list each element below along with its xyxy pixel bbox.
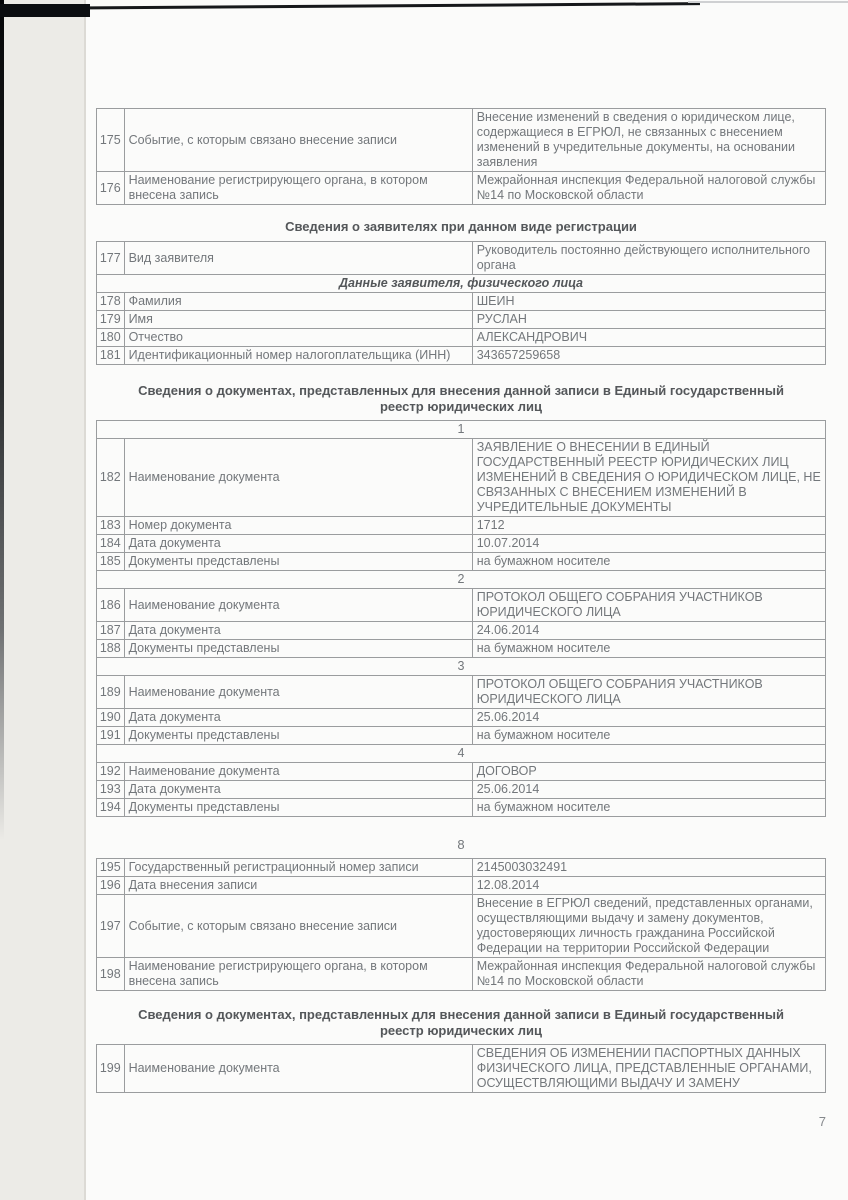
table-row [97,709,826,727]
record-table-195-198 [96,858,826,991]
row-label: Событие, с которым связано внесение записи [124,109,472,172]
table-row [97,347,826,365]
row-number: 179 [97,311,125,329]
row-value: ПРОТОКОЛ ОБЩЕГО СОБРАНИЯ УЧАСТНИКОВ ЮРИДИЧЕСКОГО ЛИЦА [472,676,825,709]
row-number: 185 [97,553,125,571]
row-value: ШЕИН [472,293,825,311]
documents-table-2 [96,1044,826,1093]
table-row [97,658,826,676]
section-header-line: Сведения о документах, представленных для внесения данной записи в Единый государственный [138,1007,784,1022]
table-row [97,622,826,640]
table-row [97,676,826,709]
document-separator: 4 [97,745,826,763]
row-label: Документы представлены [124,640,472,658]
table-row [97,799,826,817]
row-label: Фамилия [124,293,472,311]
row-label: Дата документа [124,622,472,640]
table-row [97,517,826,535]
table-row [97,172,826,205]
row-label: Наименование документа [124,439,472,517]
row-label: Имя [124,311,472,329]
row-label: Событие, с которым связано внесение записи [124,895,472,958]
document-separator: 3 [97,658,826,676]
table-row [97,958,826,991]
row-label: Номер документа [124,517,472,535]
row-value: Внесение изменений в сведения о юридическом лице, содержащиеся в ЕГРЮЛ, не связанных с внесением изменений в учредительные документы, на основании заявления [472,109,825,172]
row-label: Наименование документа [124,1045,472,1093]
row-number: 197 [97,895,125,958]
section-header-line: реестр юридических лиц [379,399,543,414]
row-label: Наименование документа [124,589,472,622]
row-label: Документы представлены [124,553,472,571]
row-number: 198 [97,958,125,991]
row-label: Идентификационный номер налогоплательщика (ИНН) [124,347,472,365]
row-value: РУСЛАН [472,311,825,329]
row-label: Документы представлены [124,727,472,745]
row-number: 186 [97,589,125,622]
table-row [97,859,826,877]
table-row [97,293,826,311]
row-number: 188 [97,640,125,658]
row-label: Наименование регистрирующего органа, в котором внесена запись [124,172,472,205]
applicants-table [96,241,826,365]
row-number: 199 [97,1045,125,1093]
row-number: 192 [97,763,125,781]
table-row [97,781,826,799]
row-number: 183 [97,517,125,535]
table-row [97,727,826,745]
record-table-175-176 [96,108,826,205]
row-number: 178 [97,293,125,311]
row-number: 182 [97,439,125,517]
table-row [97,763,826,781]
row-value: 343657259658 [472,347,825,365]
row-number: 190 [97,709,125,727]
section-header-documents [96,1007,826,1039]
row-value: 12.08.2014 [472,877,825,895]
row-number: 176 [97,172,125,205]
row-label: Отчество [124,329,472,347]
table-row [97,535,826,553]
row-number: 175 [97,109,125,172]
row-number: 193 [97,781,125,799]
table-row [97,242,826,275]
row-number: 196 [97,877,125,895]
scan-left-edge-artifact [0,0,4,840]
row-label: Дата внесения записи [124,877,472,895]
document-content [96,0,826,1093]
section-header-documents [96,383,826,415]
applicant-data-subheader: Данные заявителя, физического лица [97,275,826,293]
section-header-applicants: Сведения о заявителях при данном виде регистрации [285,219,637,234]
row-number: 177 [97,242,125,275]
row-value: 10.07.2014 [472,535,825,553]
row-number: 195 [97,859,125,877]
table-row [97,109,826,172]
table-row [97,275,826,293]
row-value: 25.06.2014 [472,781,825,799]
row-value: на бумажном носителе [472,553,825,571]
row-number: 191 [97,727,125,745]
row-number: 187 [97,622,125,640]
row-number: 194 [97,799,125,817]
table-row [97,329,826,347]
row-label: Дата документа [124,781,472,799]
row-label: Вид заявителя [124,242,472,275]
document-separator: 2 [97,571,826,589]
row-label: Наименование документа [124,676,472,709]
row-value: на бумажном носителе [472,640,825,658]
row-label: Дата документа [124,535,472,553]
table-row [97,571,826,589]
page-fold-line [84,0,86,1200]
row-label: Дата документа [124,709,472,727]
row-number: 189 [97,676,125,709]
table-row [97,1045,826,1093]
row-value: 25.06.2014 [472,709,825,727]
section-header-line: Сведения о документах, представленных для внесения данной записи в Единый государственный [138,383,784,398]
section-header-line: реестр юридических лиц [379,1023,543,1038]
table-row [97,589,826,622]
row-value: ПРОТОКОЛ ОБЩЕГО СОБРАНИЯ УЧАСТНИКОВ ЮРИДИЧЕСКОГО ЛИЦА [472,589,825,622]
row-value: Руководитель постоянно действующего исполнительного органа [472,242,825,275]
row-value: ДОГОВОР [472,763,825,781]
row-label: Документы представлены [124,799,472,817]
row-value: АЛЕКСАНДРОВИЧ [472,329,825,347]
table-row [97,877,826,895]
page-number: 7 [818,1114,826,1129]
table-row [97,311,826,329]
table-row [97,421,826,439]
table-row [97,895,826,958]
row-value: 24.06.2014 [472,622,825,640]
row-value: Межрайонная инспекция Федеральной налоговой службы №14 по Московской области [472,172,825,205]
scan-left-margin-strip [0,0,84,1200]
row-number: 180 [97,329,125,347]
row-label: Наименование регистрирующего органа, в котором внесена запись [124,958,472,991]
table-row [97,553,826,571]
record-separator-8: 8 [457,837,465,852]
table-row [97,745,826,763]
row-value: 1712 [472,517,825,535]
row-value: ЗАЯВЛЕНИЕ О ВНЕСЕНИИ В ЕДИНЫЙ ГОСУДАРСТВЕННЫЙ РЕЕСТР ЮРИДИЧЕСКИХ ЛИЦ ИЗМЕНЕНИЙ В СВЕДЕНИЯ О ЮРИДИЧЕСКОМ ЛИЦЕ, НЕ СВЯЗАННЫХ С ВНЕСЕНИЕМ ИЗМЕНЕНИЙ В УЧРЕДИТЕЛЬНЫЕ ДОКУМЕНТЫ [472,439,825,517]
row-number: 184 [97,535,125,553]
row-value: Внесение в ЕГРЮЛ сведений, представленных органами, осуществляющими выдачу и замену документов, удостоверяющих личность гражданина Российской Федерации на территории Российской Федерации [472,895,825,958]
row-value: 2145003032491 [472,859,825,877]
row-value: СВЕДЕНИЯ ОБ ИЗМЕНЕНИИ ПАСПОРТНЫХ ДАННЫХ ФИЗИЧЕСКОГО ЛИЦА, ПРЕДСТАВЛЕННЫЕ ОРГАНАМИ, ОСУЩЕСТВЛЯЮЩИМИ ВЫДАЧУ И ЗАМЕНУ [472,1045,825,1093]
row-value: Межрайонная инспекция Федеральной налоговой службы №14 по Московской области [472,958,825,991]
table-row [97,640,826,658]
row-number: 181 [97,347,125,365]
document-separator: 1 [97,421,826,439]
scan-top-left-artifact [0,4,90,17]
row-label: Государственный регистрационный номер записи [124,859,472,877]
documents-table [96,420,826,817]
row-label: Наименование документа [124,763,472,781]
table-row [97,439,826,517]
row-value: на бумажном носителе [472,799,825,817]
row-value: на бумажном носителе [472,727,825,745]
